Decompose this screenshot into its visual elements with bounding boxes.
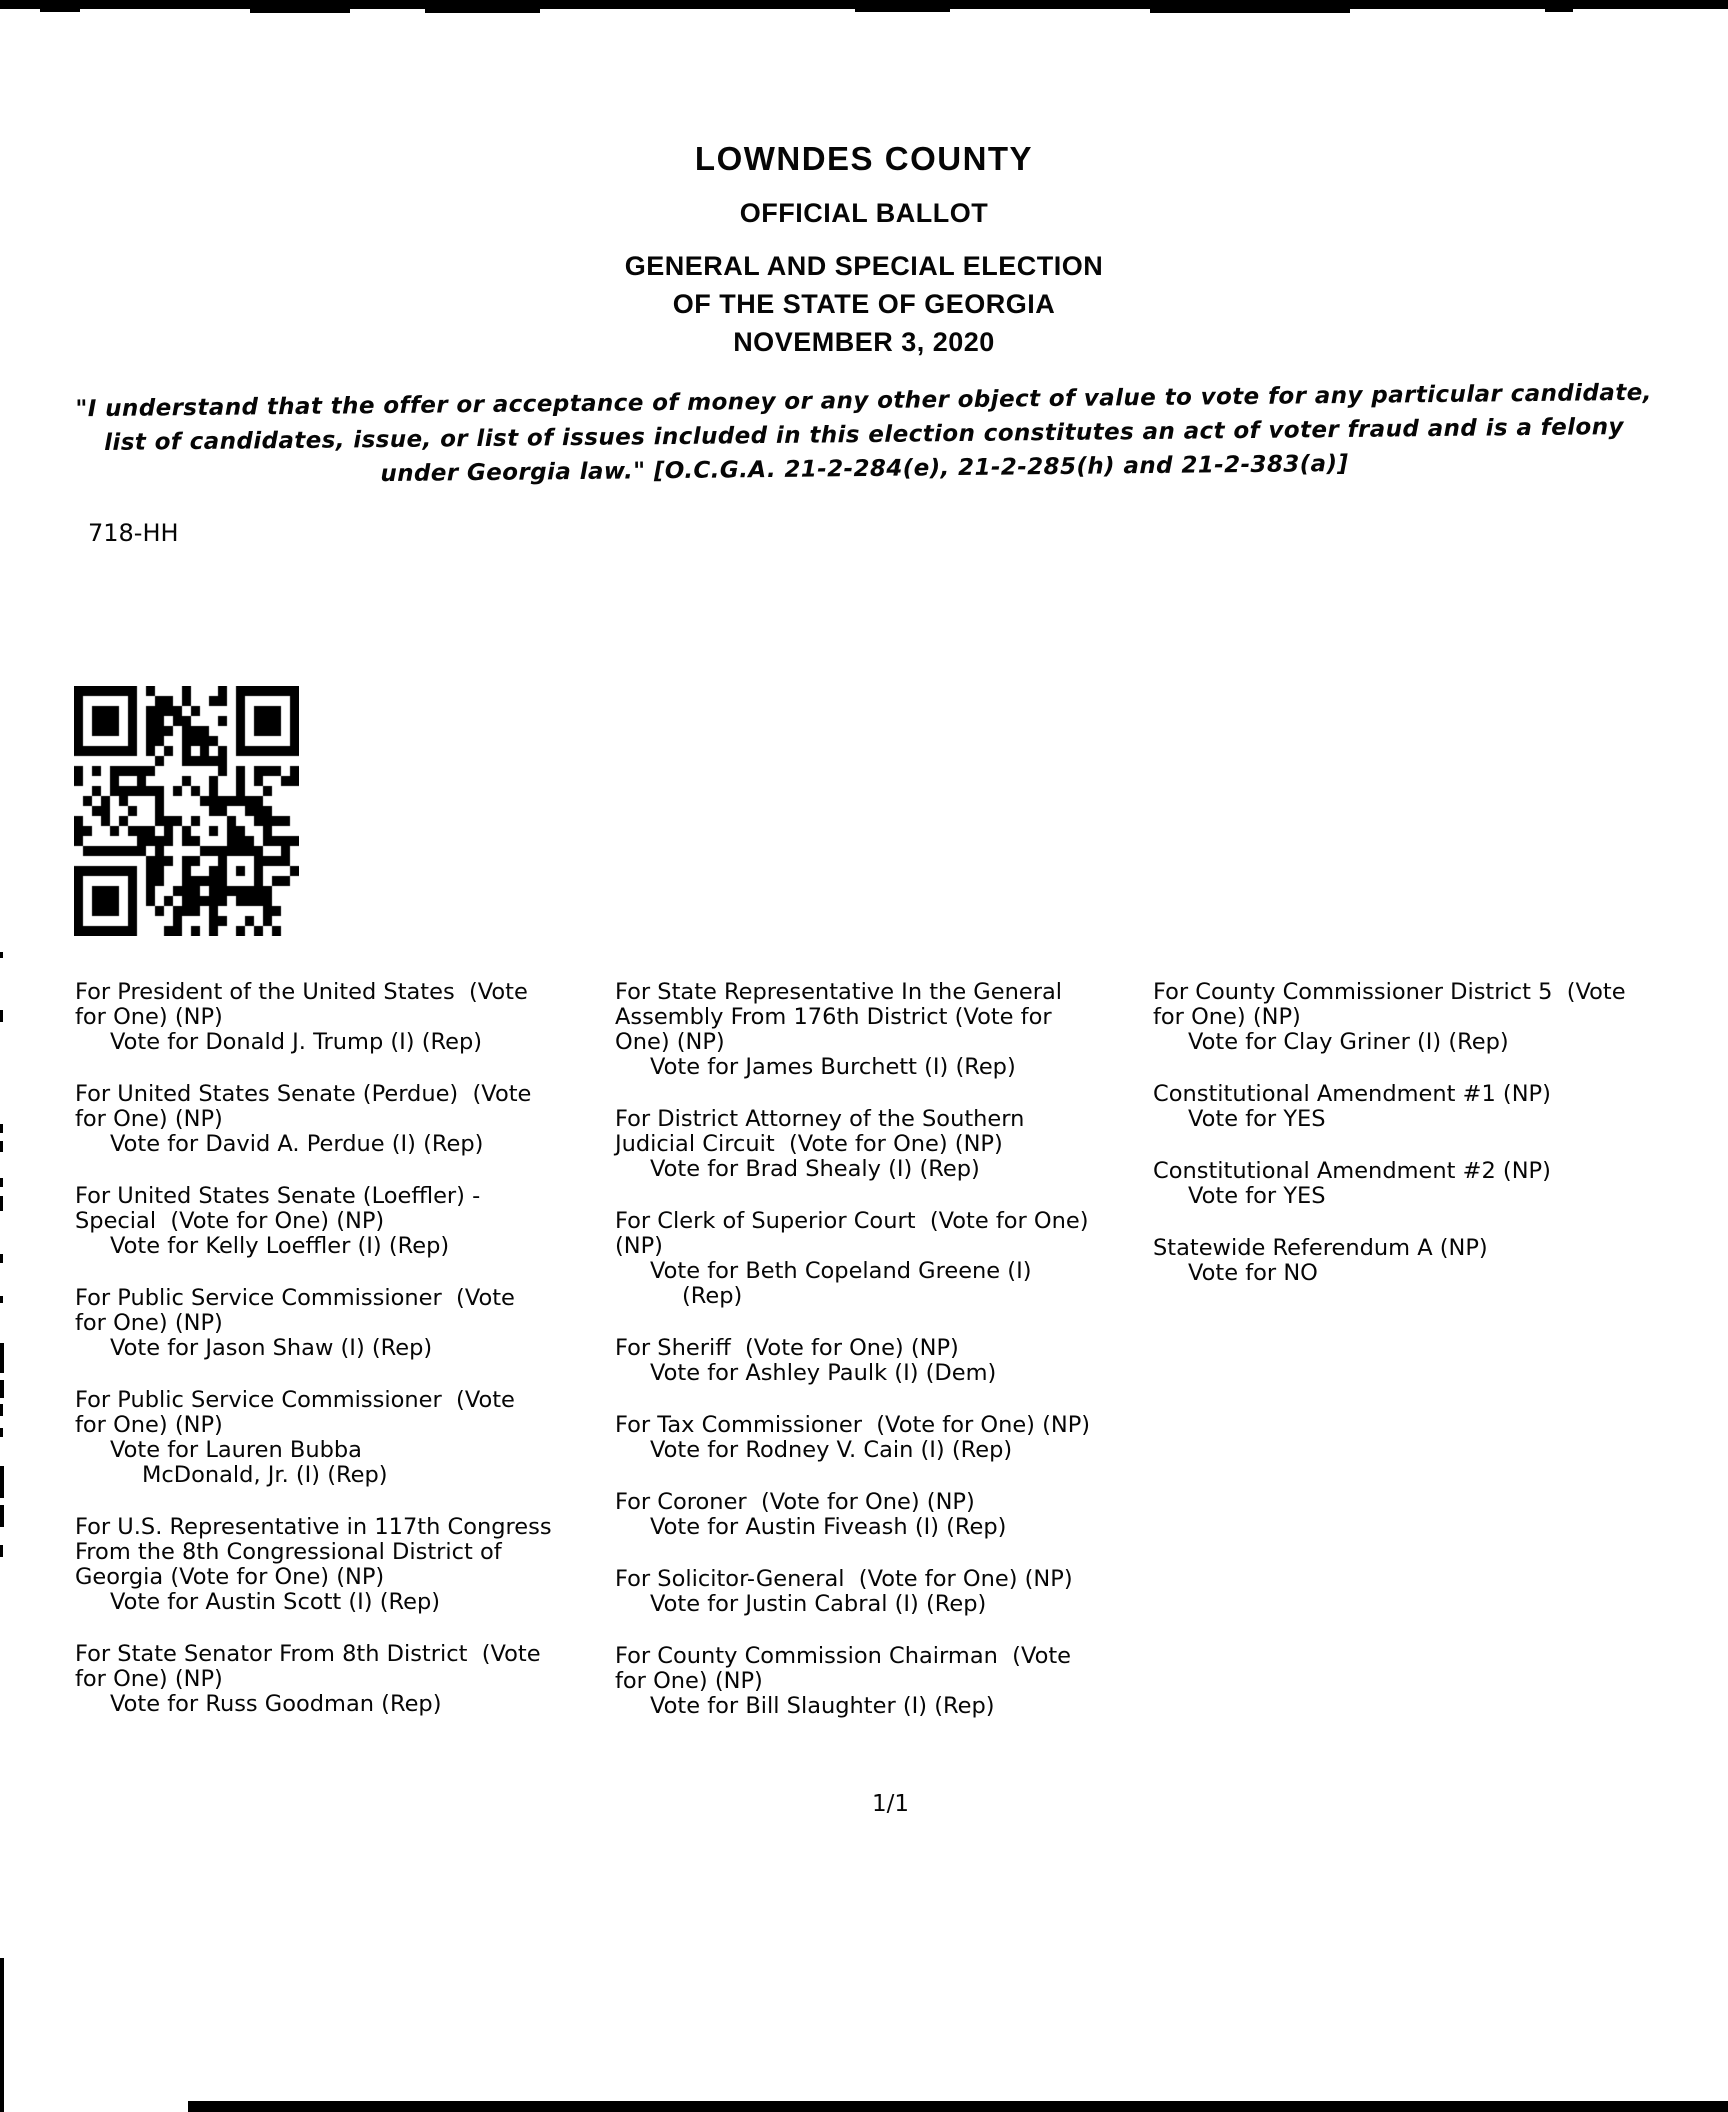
- contest-title-line: For Coroner (Vote for One) (NP): [615, 1489, 975, 1515]
- contest-title-line: for One) (NP): [75, 1004, 223, 1030]
- scan-artifact-dash: [0, 1343, 4, 1373]
- scan-artifact-dash: [0, 1124, 3, 1133]
- contest-title-line: For Sheriff (Vote for One) (NP): [615, 1335, 959, 1361]
- scan-artifact-dash: [0, 1010, 3, 1022]
- contest-block: [75, 1286, 615, 1361]
- voter-fraud-disclaimer: [0, 375, 1728, 495]
- scan-artifact-dash: [0, 1404, 3, 1416]
- scan-artifact-dash: [0, 1505, 4, 1527]
- contest-title-line: for One) (NP): [75, 1666, 223, 1692]
- contest-block: [75, 1184, 615, 1259]
- contest-title-line: For Public Service Commissioner (Vote: [75, 1387, 515, 1413]
- scan-artifact-dash: [0, 1254, 3, 1263]
- contest-block: [1153, 1236, 1728, 1286]
- contest-title-line: For County Commissioner District 5 (Vote: [1153, 979, 1626, 1005]
- disclaimer-line: under Georgia law." [O.C.G.A. 21-2-284(e), 21-2-285(h) and 21-2-383(a)]: [380, 450, 1349, 488]
- election-title-line: NOVEMBER 3, 2020: [733, 327, 995, 357]
- contest-block: [615, 980, 1160, 1080]
- election-title-line: GENERAL AND SPECIAL ELECTION: [624, 251, 1104, 281]
- disclaimer-line: "I understand that the offer or acceptance of money or any other object of value to vote for any particular candidate,: [75, 379, 1652, 423]
- scan-artifact-dash: [1545, 9, 1573, 12]
- scan-artifact-dash: [250, 9, 350, 13]
- vote-selection-line: Vote for Ashley Paulk (I) (Dem): [650, 1360, 997, 1386]
- vote-selection-line: Vote for Justin Cabral (I) (Rep): [650, 1591, 987, 1617]
- contest-title-line: For Tax Commissioner (Vote for One) (NP): [615, 1412, 1091, 1438]
- ballot-style-code: 718-HH: [88, 519, 179, 547]
- contest-title-line: Statewide Referendum A (NP): [1153, 1235, 1488, 1261]
- contest-column-2: [615, 980, 1160, 1746]
- contest-title-line: For Clerk of Superior Court (Vote for One): [615, 1208, 1089, 1234]
- contest-title-line: Constitutional Amendment #2 (NP): [1153, 1158, 1551, 1184]
- contest-block: [615, 1490, 1160, 1540]
- contest-block: [615, 1107, 1160, 1182]
- contest-block: [75, 980, 615, 1055]
- vote-selection-line: Vote for Beth Copeland Greene (I): [650, 1258, 1032, 1284]
- vote-selection-line: Vote for Clay Griner (I) (Rep): [1188, 1029, 1509, 1055]
- contest-title-line: From the 8th Congressional District of: [75, 1539, 502, 1565]
- contest-title-line: (NP): [615, 1233, 663, 1259]
- scan-artifact-dash: [40, 9, 80, 12]
- vote-selection-line: Vote for Donald J. Trump (I) (Rep): [110, 1029, 483, 1055]
- contest-block: [1153, 980, 1728, 1055]
- contest-title-line: for One) (NP): [75, 1310, 223, 1336]
- scan-artifact-dash: [1150, 9, 1350, 13]
- vote-selection-line: McDonald, Jr. (I) (Rep): [142, 1462, 388, 1488]
- contest-title-line: For County Commission Chairman (Vote: [615, 1643, 1072, 1669]
- scan-artifact-dash: [0, 952, 3, 958]
- election-title-line: OF THE STATE OF GEORGIA: [672, 289, 1056, 319]
- vote-selection-line: Vote for Brad Shealy (I) (Rep): [650, 1156, 980, 1182]
- contest-block: [75, 1388, 615, 1488]
- contest-column-1: [75, 980, 615, 1744]
- vote-selection-line: Vote for Russ Goodman (Rep): [110, 1691, 442, 1717]
- contest-title-line: Georgia (Vote for One) (NP): [75, 1564, 385, 1590]
- contest-title-line: Assembly From 176th District (Vote for: [615, 1004, 1052, 1030]
- vote-selection-line: Vote for David A. Perdue (I) (Rep): [110, 1131, 484, 1157]
- contest-title-line: One) (NP): [615, 1029, 725, 1055]
- contest-title-line: For Solicitor-General (Vote for One) (NP): [615, 1566, 1073, 1592]
- contest-title-line: For United States Senate (Perdue) (Vote: [75, 1081, 532, 1107]
- contest-title-line: for One) (NP): [615, 1668, 763, 1694]
- contest-title-line: For U.S. Representative in 117th Congress: [75, 1514, 552, 1540]
- election-title: [0, 247, 1728, 361]
- contest-title-line: Judicial Circuit (Vote for One) (NP): [615, 1131, 1003, 1157]
- vote-selection-line: Vote for Lauren Bubba: [110, 1437, 362, 1463]
- vote-selection-line: Vote for Bill Slaughter (I) (Rep): [650, 1693, 995, 1719]
- contest-block: [615, 1567, 1160, 1617]
- contest-title-line: for One) (NP): [75, 1106, 223, 1132]
- scan-artifact-dash: [0, 1296, 3, 1303]
- scan-artifact-left-line: [0, 1958, 4, 2112]
- contest-block: [615, 1209, 1160, 1309]
- scan-artifact-top-bar: [0, 0, 1728, 9]
- scan-artifact-dash: [0, 1178, 3, 1187]
- county-title: LOWNDES COUNTY: [694, 140, 1034, 177]
- vote-selection-line: (Rep): [682, 1283, 743, 1309]
- contest-block: [615, 1413, 1160, 1463]
- scan-artifact-dash: [0, 1466, 4, 1498]
- contest-title-line: For State Representative In the General: [615, 979, 1062, 1005]
- contest-block: [75, 1515, 615, 1615]
- ballot-type-title: OFFICIAL BALLOT: [739, 198, 989, 228]
- scan-artifact-dash: [0, 1380, 4, 1398]
- contest-block: [1153, 1159, 1728, 1209]
- scan-artifact-dash: [425, 9, 540, 13]
- qr-code: [74, 686, 299, 936]
- scan-artifact-dash: [855, 9, 950, 12]
- contest-block: [1153, 1082, 1728, 1132]
- scan-artifact-dash: [0, 1545, 3, 1557]
- vote-selection-line: Vote for NO: [1188, 1260, 1318, 1286]
- scan-artifact-dash: [0, 1141, 3, 1152]
- scan-artifact-bottom-bar: [188, 2101, 1728, 2112]
- scan-artifact-dash: [0, 1428, 3, 1437]
- vote-selection-line: Vote for James Burchett (I) (Rep): [650, 1054, 1016, 1080]
- contest-title-line: for One) (NP): [75, 1412, 223, 1438]
- contest-block: [615, 1336, 1160, 1386]
- vote-selection-line: Vote for Rodney V. Cain (I) (Rep): [650, 1437, 1013, 1463]
- vote-selection-line: Vote for YES: [1188, 1183, 1326, 1209]
- contest-title-line: For Public Service Commissioner (Vote: [75, 1285, 515, 1311]
- page-indicator: 1/1: [872, 1791, 910, 1817]
- vote-selection-line: Vote for Austin Fiveash (I) (Rep): [650, 1514, 1007, 1540]
- contest-block: [75, 1642, 615, 1717]
- contest-column-3: [1153, 980, 1728, 1313]
- contest-title-line: For State Senator From 8th District (Vote: [75, 1641, 541, 1667]
- contest-title-line: for One) (NP): [1153, 1004, 1301, 1030]
- contest-block: [75, 1082, 615, 1157]
- vote-selection-line: Vote for Austin Scott (I) (Rep): [110, 1589, 441, 1615]
- contest-block: [615, 1644, 1160, 1719]
- contest-title-line: Special (Vote for One) (NP): [75, 1208, 385, 1234]
- vote-selection-line: Vote for Kelly Loeffler (I) (Rep): [110, 1233, 450, 1259]
- contest-title-line: Constitutional Amendment #1 (NP): [1153, 1081, 1551, 1107]
- vote-selection-line: Vote for Jason Shaw (I) (Rep): [110, 1335, 433, 1361]
- disclaimer-line: list of candidates, issue, or list of issues included in this election constitutes an act of voter fraud and is a felony: [104, 414, 1624, 456]
- contest-title-line: For District Attorney of the Southern: [615, 1106, 1025, 1132]
- contest-title-line: For United States Senate (Loeffler) -: [75, 1183, 481, 1209]
- contest-title-line: For President of the United States (Vote: [75, 979, 528, 1005]
- vote-selection-line: Vote for YES: [1188, 1106, 1326, 1132]
- scan-artifact-dash: [0, 1196, 3, 1211]
